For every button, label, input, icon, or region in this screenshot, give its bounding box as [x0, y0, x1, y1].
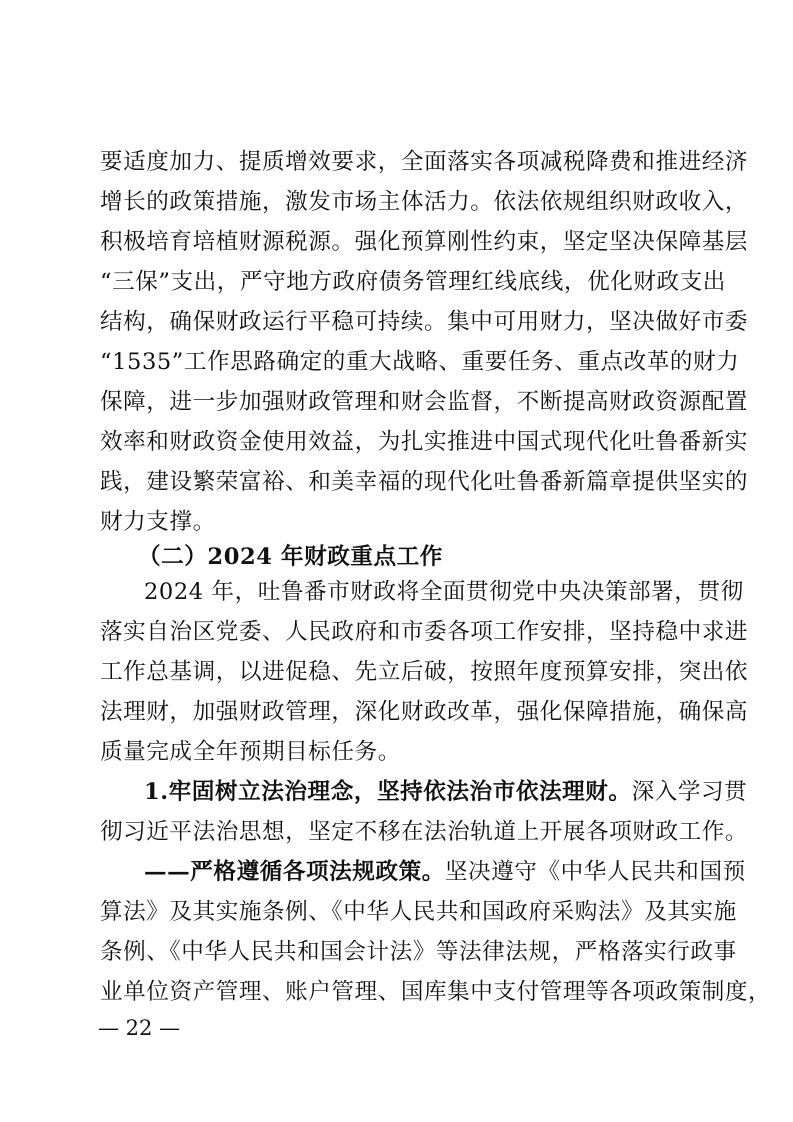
paragraph-line: 算法》及其实施条例、《中华人民共和国政府采购法》及其实施	[100, 899, 737, 925]
subitem-1-title: ——严格遵循各项法规政策。	[144, 859, 445, 885]
paragraph-line: 财力支撑。	[100, 509, 216, 535]
paragraph-line: 条例、《中华人民共和国会计法》等法律法规，严格落实行政事	[100, 939, 737, 965]
paragraph-line: 增长的政策措施，激发市场主体活力。依法依规组织财政收入，	[100, 189, 749, 215]
paragraph-line: 彻习近平法治思想，坚定不移在法治轨道上开展各项财政工作。	[100, 819, 749, 845]
item-1-first-line	[144, 774, 748, 810]
paragraph-line: 工作总基调，以进促稳、先立后破，按照年度预算安排，突出依	[100, 659, 749, 685]
paragraph-line: 践，建设繁荣富裕、和美幸福的现代化吐鲁番新篇章提供坚实的	[100, 469, 749, 495]
section-heading: （二）2024 年财政重点工作	[138, 544, 443, 570]
paragraph-line: 落实自治区党委、人民政府和市委各项工作安排，坚持稳中求进	[100, 619, 749, 645]
paragraph-line: 积极培育培植财源税源。强化预算刚性约束，坚定坚决保障基层	[100, 229, 749, 255]
paragraph-line: 保障，进一步加强财政管理和财会监督，不断提高财政资源配置	[100, 389, 749, 415]
item-1-title: 1.牢固树立法治理念，坚持依法治市依法理财。	[144, 779, 632, 805]
paragraph-line: 2024 年，吐鲁番市财政将全面贯彻党中央决策部署，贯彻	[144, 579, 744, 605]
paragraph-line: “1535”工作思路确定的重大战略、重要任务、重点改革的财力	[100, 349, 740, 375]
paragraph-line: 要适度加力、提质增效要求，全面落实各项减税降费和推进经济	[100, 149, 749, 175]
paragraph-line: 法理财，加强财政管理，深化财政改革，强化保障措施，确保高	[100, 699, 749, 725]
item-1-text: 深入学习贯	[631, 779, 748, 805]
paragraph-line: 效率和财政资金使用效益，为扎实推进中国式现代化吐鲁番新实	[100, 429, 749, 455]
paragraph-line: 结构，确保财政运行平稳可持续。集中可用财力，坚决做好市委	[100, 309, 749, 335]
paragraph-line: 业单位资产管理、账户管理、国库集中支付管理等各项政策制度，	[100, 979, 772, 1005]
paragraph-line: 质量完成全年预期目标任务。	[100, 739, 401, 765]
subitem-1-text: 坚决遵守《中华人民共和国预	[444, 859, 746, 885]
paragraph-line: “三保”支出，严守地方政府债务管理红线底线，优化财政支出	[100, 269, 726, 295]
page-number: — 22 —	[98, 1016, 181, 1040]
subitem-1-first-line	[144, 854, 746, 890]
